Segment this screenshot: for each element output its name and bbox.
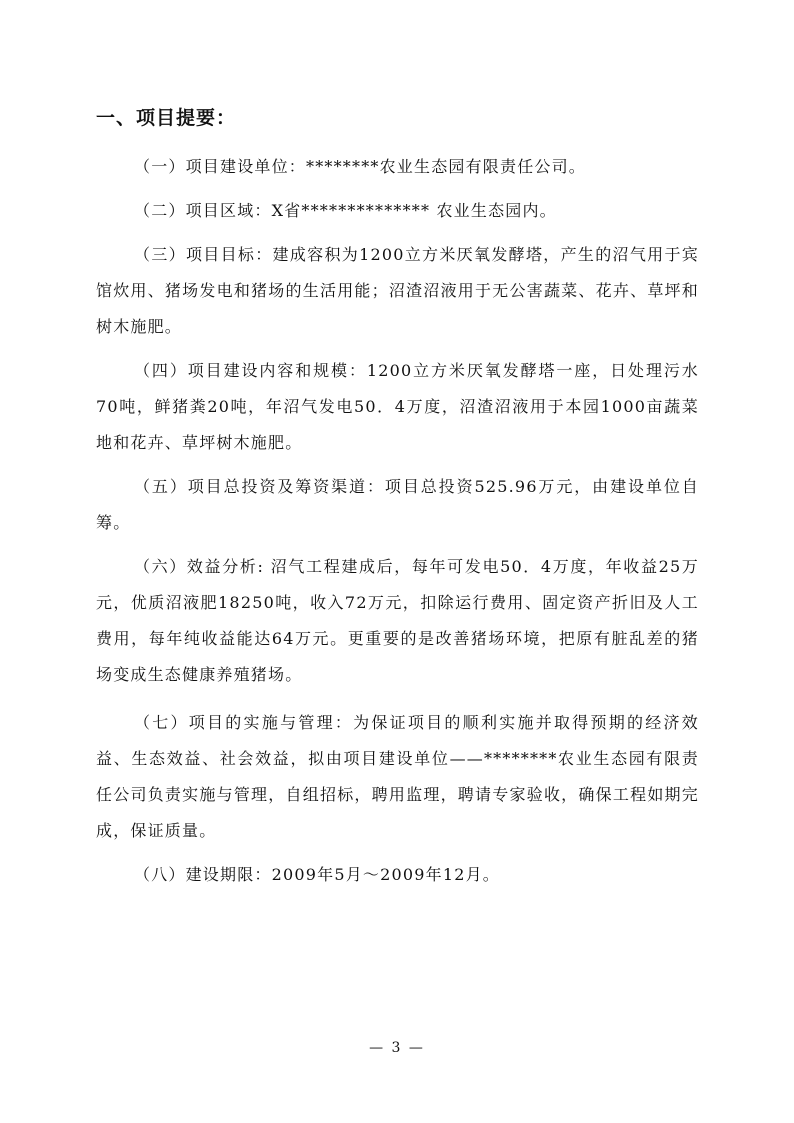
paragraph-project-goal: （三）项目目标：建成容积为1200立方米厌氧发酵塔，产生的沼气用于宾馆炊用、猪场发电和猪场的生活用能；沼渣沼液用于无公害蔬菜、花卉、草坪和树木施肥。 — [96, 245, 699, 336]
document-body — [96, 149, 699, 893]
paragraph-construction-period: （八）建设期限：2009年5月～2009年12月。 — [134, 865, 500, 884]
paragraph-benefit-analysis: （六）效益分析: 沼气工程建成后，每年可发电50．4万度，年收益25万元，优质沼液肥18250吨，收入72万元，扣除运行费用、固定资产折旧及人工费用，每年纯收益能达64万元。更重要的是改善猪场环境，把原有脏乱差的猪场变成生态健康养殖猪场。 — [96, 557, 699, 684]
page-number: — 3 — — [369, 1040, 425, 1056]
paragraph-investment: （五）项目总投资及筹资渠道：项目总投资525.96万元，由建设单位自筹。 — [96, 477, 699, 532]
paragraph-project-region: （二）项目区域：X省************** 农业生态园内。 — [134, 201, 557, 220]
paragraph-construction-unit: （一）项目建设单位：********农业生态园有限责任公司。 — [134, 157, 587, 176]
paragraph-implementation: （七）项目的实施与管理：为保证项目的顺利实施并取得预期的经济效益、生态效益、社会效益，拟由项目建设单位——********农业生态园有限责任公司负责实施与管理，自组招标，聘用监理，聘请专家验收，确保工程如期完成，保证质量。 — [96, 713, 699, 840]
section-heading: 一、项目提要： — [96, 107, 237, 129]
paragraph-construction-scale: （四）项目建设内容和规模：1200立方米厌氧发酵塔一座，日处理污水70吨，鲜猪粪20吨，年沼气发电50．4万度，沼渣沼液用于本园1000亩蔬菜地和花卉、草坪树木施肥。 — [96, 361, 699, 452]
